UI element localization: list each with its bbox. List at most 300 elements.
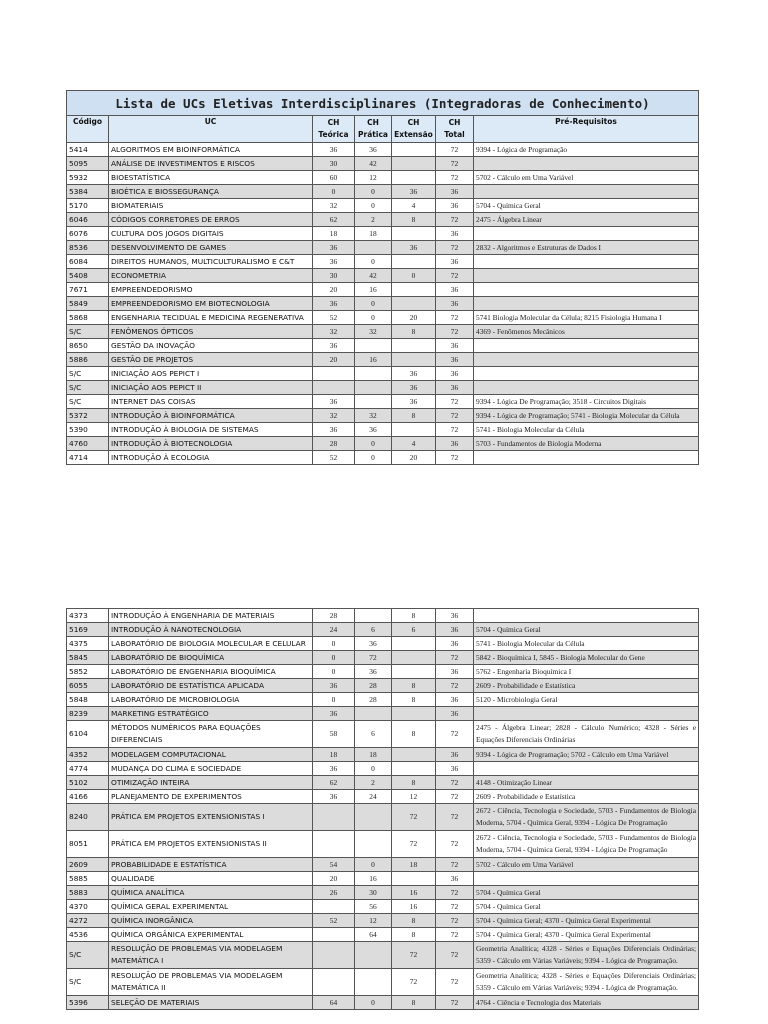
cell-ch-total: 36: [436, 762, 474, 776]
electives-table-page-2: [66, 608, 699, 1010]
cell-ch-teorica: 36: [313, 297, 355, 311]
cell-code: 7671: [67, 283, 109, 297]
cell-uc: QUÍMICA GERAL EXPERIMENTAL: [109, 900, 313, 914]
cell-uc: ALGORITMOS EM BIOINFORMÁTICA: [109, 143, 313, 157]
cell-prereq: 2832 - Algoritmos e Estruturas de Dados I: [474, 241, 699, 255]
cell-ch-extensao: 8: [392, 409, 436, 423]
header-uc: UC: [109, 116, 313, 143]
cell-code: 5396: [67, 996, 109, 1010]
cell-code: 8239: [67, 707, 109, 721]
cell-ch-teorica: 20: [313, 283, 355, 297]
header-ch-pratica: CH Prática: [355, 116, 392, 143]
cell-code: S/C: [67, 381, 109, 395]
cell-ch-teorica: 36: [313, 255, 355, 269]
cell-ch-total: 36: [436, 339, 474, 353]
cell-ch-total: 72: [436, 409, 474, 423]
table-row: [67, 872, 699, 886]
cell-prereq: 4764 - Ciência e Tecnologia dos Materiais: [474, 996, 699, 1010]
cell-ch-pratica: 6: [355, 623, 392, 637]
cell-uc: LABORATÓRIO DE MICROBIOLOGIA: [109, 693, 313, 707]
table-row: [67, 199, 699, 213]
cell-ch-total: 72: [436, 886, 474, 900]
table-row: [67, 143, 699, 157]
cell-uc: DIREITOS HUMANOS, MULTICULTURALISMO E C&T: [109, 255, 313, 269]
cell-code: 5852: [67, 665, 109, 679]
cell-ch-total: 36: [436, 283, 474, 297]
cell-uc: MÉTODOS NUMÉRICOS PARA EQUAÇÕES DIFERENCIAIS: [109, 721, 313, 748]
cell-ch-extensao: 8: [392, 679, 436, 693]
cell-ch-teorica: [313, 367, 355, 381]
cell-uc: INTRODUÇÃO À BIOINFORMÁTICA: [109, 409, 313, 423]
table-row: [67, 255, 699, 269]
cell-ch-extensao: 36: [392, 185, 436, 199]
cell-ch-pratica: 16: [355, 283, 392, 297]
cell-prereq: [474, 451, 699, 465]
cell-ch-total: 36: [436, 623, 474, 637]
table-row: [67, 185, 699, 199]
cell-prereq: 5741 Biologia Molecular da Célula; 8215 Fisiologia Humana I: [474, 311, 699, 325]
cell-ch-extensao: [392, 353, 436, 367]
cell-code: 5845: [67, 651, 109, 665]
cell-ch-teorica: 36: [313, 762, 355, 776]
table-row: [67, 451, 699, 465]
cell-code: 4760: [67, 437, 109, 451]
cell-ch-pratica: 0: [355, 185, 392, 199]
cell-ch-pratica: [355, 367, 392, 381]
cell-ch-total: 36: [436, 609, 474, 623]
cell-ch-extensao: 8: [392, 609, 436, 623]
cell-code: 5390: [67, 423, 109, 437]
cell-ch-total: 36: [436, 199, 474, 213]
table-row: [67, 679, 699, 693]
cell-ch-pratica: 28: [355, 693, 392, 707]
cell-ch-pratica: 30: [355, 886, 392, 900]
cell-uc: LABORATÓRIO DE BIOLOGIA MOLECULAR E CELULAR: [109, 637, 313, 651]
cell-prereq: 5704 - Química Geral: [474, 199, 699, 213]
cell-ch-teorica: 28: [313, 437, 355, 451]
cell-code: 5932: [67, 171, 109, 185]
cell-prereq: 9394 - Lógica de Programação; 5741 - Biologia Molecular da Célula: [474, 409, 699, 423]
cell-uc: BIOESTATÍSTICA: [109, 171, 313, 185]
cell-uc: MARKETING ESTRATÉGICO: [109, 707, 313, 721]
cell-ch-total: 72: [436, 423, 474, 437]
cell-uc: CÓDIGOS CORRETORES DE ERROS: [109, 213, 313, 227]
cell-prereq: 5842 - Bioquímica I, 5845 - Biologia Molecular do Gene: [474, 651, 699, 665]
cell-ch-total: 36: [436, 748, 474, 762]
cell-prereq: [474, 297, 699, 311]
cell-ch-pratica: 0: [355, 255, 392, 269]
cell-prereq: 4369 - Fenômenos Mecânicos: [474, 325, 699, 339]
cell-ch-extensao: 36: [392, 241, 436, 255]
cell-ch-total: 72: [436, 914, 474, 928]
cell-ch-total: 72: [436, 969, 474, 996]
cell-uc: EMPREENDEDORISMO: [109, 283, 313, 297]
cell-code: 6084: [67, 255, 109, 269]
cell-ch-teorica: 62: [313, 776, 355, 790]
cell-prereq: [474, 381, 699, 395]
cell-ch-pratica: 2: [355, 213, 392, 227]
cell-uc: LABORATÓRIO DE BIOQUÍMICA: [109, 651, 313, 665]
table-row: [67, 339, 699, 353]
cell-ch-total: 72: [436, 311, 474, 325]
table-row: [67, 858, 699, 872]
cell-ch-teorica: 28: [313, 609, 355, 623]
table-row: [67, 928, 699, 942]
cell-ch-teorica: 20: [313, 353, 355, 367]
cell-uc: GESTÃO DA INOVAÇÃO: [109, 339, 313, 353]
cell-uc: DESENVOLVIMENTO DE GAMES: [109, 241, 313, 255]
cell-code: 5384: [67, 185, 109, 199]
cell-ch-pratica: [355, 241, 392, 255]
cell-ch-teorica: [313, 804, 355, 831]
cell-ch-total: 72: [436, 804, 474, 831]
cell-ch-extensao: 36: [392, 367, 436, 381]
cell-ch-total: 72: [436, 790, 474, 804]
cell-ch-total: 72: [436, 451, 474, 465]
cell-code: 6046: [67, 213, 109, 227]
cell-prereq: [474, 185, 699, 199]
cell-code: 4375: [67, 637, 109, 651]
table-row: [67, 707, 699, 721]
cell-ch-total: 36: [436, 693, 474, 707]
cell-ch-pratica: 56: [355, 900, 392, 914]
cell-prereq: 2609 - Probabilidade e Estatística: [474, 790, 699, 804]
cell-uc: ENGENHARIA TECIDUAL E MEDICINA REGENERATIVA: [109, 311, 313, 325]
cell-ch-total: 72: [436, 269, 474, 283]
cell-code: S/C: [67, 969, 109, 996]
cell-ch-teorica: 58: [313, 721, 355, 748]
cell-ch-pratica: [355, 381, 392, 395]
cell-ch-teorica: 18: [313, 227, 355, 241]
cell-ch-extensao: 8: [392, 914, 436, 928]
cell-code: 5883: [67, 886, 109, 900]
cell-code: 6104: [67, 721, 109, 748]
cell-code: S/C: [67, 942, 109, 969]
cell-code: S/C: [67, 395, 109, 409]
cell-prereq: 5741 - Biologia Molecular da Célula: [474, 423, 699, 437]
table-body-page-1: [67, 143, 699, 465]
cell-ch-extensao: 8: [392, 928, 436, 942]
cell-prereq: 2609 - Probabilidade e Estatística: [474, 679, 699, 693]
cell-prereq: [474, 872, 699, 886]
cell-ch-total: 36: [436, 353, 474, 367]
cell-uc: QUÍMICA ANALÍTICA: [109, 886, 313, 900]
table-row: [67, 651, 699, 665]
cell-ch-pratica: 64: [355, 928, 392, 942]
cell-prereq: 5120 - Microbiologia Geral: [474, 693, 699, 707]
table-row: [67, 721, 699, 748]
cell-uc: QUALIDADE: [109, 872, 313, 886]
cell-ch-pratica: 0: [355, 996, 392, 1010]
cell-uc: PRÁTICA EM PROJETOS EXTENSIONISTAS I: [109, 804, 313, 831]
cell-uc: BIOÉTICA E BIOSSEGURANÇA: [109, 185, 313, 199]
header-row: [67, 116, 699, 143]
cell-ch-extensao: 72: [392, 804, 436, 831]
cell-ch-teorica: [313, 900, 355, 914]
cell-ch-teorica: 30: [313, 157, 355, 171]
cell-ch-teorica: 18: [313, 748, 355, 762]
table-row: [67, 996, 699, 1010]
table-row: [67, 381, 699, 395]
cell-ch-pratica: 32: [355, 325, 392, 339]
cell-ch-teorica: 36: [313, 790, 355, 804]
cell-ch-extensao: [392, 171, 436, 185]
table-row: [67, 900, 699, 914]
cell-code: 4536: [67, 928, 109, 942]
cell-ch-teorica: 36: [313, 339, 355, 353]
cell-ch-total: 72: [436, 942, 474, 969]
cell-code: 4373: [67, 609, 109, 623]
cell-prereq: 5704 - Química Geral; 4370 - Química Geral Experimental: [474, 914, 699, 928]
cell-code: 8240: [67, 804, 109, 831]
cell-ch-extensao: 20: [392, 311, 436, 325]
cell-ch-extensao: [392, 297, 436, 311]
cell-ch-teorica: 0: [313, 693, 355, 707]
cell-prereq: [474, 353, 699, 367]
cell-ch-extensao: 72: [392, 831, 436, 858]
cell-ch-total: 36: [436, 437, 474, 451]
cell-code: 4272: [67, 914, 109, 928]
header-code: Código: [67, 116, 109, 143]
cell-prereq: Geometria Analítica; 4328 - Séries e Equações Diferenciais Ordinárias; 5359 - Cálculo em Várias Variáveis; 9394 - Lógica de Programação.: [474, 942, 699, 969]
cell-ch-extensao: [392, 707, 436, 721]
cell-ch-teorica: 36: [313, 395, 355, 409]
cell-ch-total: 36: [436, 637, 474, 651]
cell-ch-total: 72: [436, 213, 474, 227]
cell-ch-pratica: 36: [355, 143, 392, 157]
cell-ch-extensao: [392, 283, 436, 297]
cell-prereq: [474, 283, 699, 297]
cell-ch-total: 72: [436, 143, 474, 157]
cell-ch-extensao: 4: [392, 199, 436, 213]
cell-ch-total: 72: [436, 831, 474, 858]
cell-ch-teorica: 64: [313, 996, 355, 1010]
cell-uc: FENÔMENOS ÓPTICOS: [109, 325, 313, 339]
cell-ch-pratica: 18: [355, 227, 392, 241]
cell-ch-pratica: 0: [355, 762, 392, 776]
cell-ch-pratica: 0: [355, 437, 392, 451]
table-row: [67, 609, 699, 623]
cell-prereq: 5704 - Química Geral; 4370 - Química Geral Experimental: [474, 928, 699, 942]
table-row: [67, 693, 699, 707]
cell-ch-extensao: 36: [392, 381, 436, 395]
table-row: [67, 942, 699, 969]
cell-code: 5372: [67, 409, 109, 423]
cell-ch-total: 72: [436, 928, 474, 942]
cell-ch-total: 72: [436, 171, 474, 185]
cell-ch-pratica: 32: [355, 409, 392, 423]
cell-ch-pratica: [355, 707, 392, 721]
cell-prereq: 4148 - Otimização Linear: [474, 776, 699, 790]
table-row: [67, 914, 699, 928]
cell-uc: INTRODUÇÃO À BIOTECNOLOGIA: [109, 437, 313, 451]
table-row: [67, 171, 699, 185]
table-title: Lista de UCs Eletivas Interdisciplinares (Integradoras de Conhecimento): [67, 91, 699, 116]
cell-ch-total: 72: [436, 679, 474, 693]
cell-ch-pratica: 0: [355, 199, 392, 213]
cell-uc: PRÁTICA EM PROJETOS EXTENSIONISTAS II: [109, 831, 313, 858]
cell-prereq: 5704 - Química Geral: [474, 623, 699, 637]
cell-code: 6055: [67, 679, 109, 693]
cell-code: S/C: [67, 367, 109, 381]
cell-ch-extensao: 18: [392, 858, 436, 872]
cell-ch-teorica: 36: [313, 241, 355, 255]
cell-ch-extensao: 72: [392, 942, 436, 969]
cell-ch-total: 36: [436, 381, 474, 395]
table-row: [67, 886, 699, 900]
table-row: [67, 157, 699, 171]
cell-ch-teorica: 32: [313, 409, 355, 423]
cell-ch-extensao: 72: [392, 969, 436, 996]
cell-ch-teorica: 0: [313, 185, 355, 199]
cell-ch-extensao: [392, 651, 436, 665]
cell-code: 5885: [67, 872, 109, 886]
table-row: [67, 395, 699, 409]
table-row: [67, 241, 699, 255]
cell-uc: ECONOMETRIA: [109, 269, 313, 283]
cell-prereq: 5702 - Cálculo em Uma Variável: [474, 171, 699, 185]
table-row: [67, 227, 699, 241]
cell-ch-total: 72: [436, 651, 474, 665]
cell-ch-teorica: 0: [313, 637, 355, 651]
cell-ch-teorica: 52: [313, 914, 355, 928]
cell-ch-extensao: [392, 423, 436, 437]
cell-ch-pratica: 0: [355, 858, 392, 872]
table-row: [67, 213, 699, 227]
cell-ch-teorica: 52: [313, 311, 355, 325]
cell-prereq: [474, 707, 699, 721]
cell-ch-total: 72: [436, 996, 474, 1010]
cell-ch-pratica: 36: [355, 637, 392, 651]
cell-prereq: Geometria Analítica; 4328 - Séries e Equações Diferenciais Ordinárias; 5359 - Cálculo em Várias Variáveis; 9394 - Lógica de Programação.: [474, 969, 699, 996]
cell-ch-pratica: [355, 395, 392, 409]
cell-prereq: [474, 339, 699, 353]
cell-prereq: 2475 - Álgebra Linear; 2828 - Cálculo Numérico; 4328 - Séries e Equações Diferenciais Ordinárias: [474, 721, 699, 748]
cell-code: 4714: [67, 451, 109, 465]
cell-uc: RESOLUÇÃO DE PROBLEMAS VIA MODELAGEM MATEMÁTICA I: [109, 942, 313, 969]
cell-uc: BIOMATERIAIS: [109, 199, 313, 213]
cell-ch-extensao: [392, 339, 436, 353]
cell-code: 8650: [67, 339, 109, 353]
table-row: [67, 748, 699, 762]
table-row: [67, 623, 699, 637]
cell-ch-teorica: [313, 928, 355, 942]
cell-uc: INTRODUÇÃO À BIOLOGIA DE SISTEMAS: [109, 423, 313, 437]
cell-ch-total: 36: [436, 255, 474, 269]
table-row: [67, 297, 699, 311]
cell-ch-extensao: 16: [392, 900, 436, 914]
cell-ch-teorica: [313, 831, 355, 858]
cell-ch-teorica: 52: [313, 451, 355, 465]
cell-ch-extensao: 16: [392, 886, 436, 900]
cell-uc: GESTÃO DE PROJETOS: [109, 353, 313, 367]
cell-ch-pratica: 16: [355, 872, 392, 886]
cell-ch-total: 72: [436, 721, 474, 748]
cell-prereq: 5741 - Biologia Molecular da Célula: [474, 637, 699, 651]
cell-ch-pratica: [355, 804, 392, 831]
cell-uc: LABORATÓRIO DE ESTATÍSTICA APLICADA: [109, 679, 313, 693]
cell-ch-teorica: [313, 942, 355, 969]
cell-ch-pratica: 36: [355, 423, 392, 437]
cell-prereq: 2672 - Ciência, Tecnologia e Sociedade, 5703 - Fundamentos de Biologia Moderna, 5704 - Química Geral, 9394 - Lógica De Programação: [474, 831, 699, 858]
cell-ch-teorica: 54: [313, 858, 355, 872]
cell-ch-teorica: 60: [313, 171, 355, 185]
cell-ch-total: 36: [436, 872, 474, 886]
cell-prereq: [474, 609, 699, 623]
cell-uc: MUDANÇA DO CLIMA E SOCIEDADE: [109, 762, 313, 776]
header-ch-extensao: CH Extensão: [392, 116, 436, 143]
cell-ch-teorica: [313, 969, 355, 996]
cell-prereq: [474, 762, 699, 776]
cell-code: S/C: [67, 325, 109, 339]
cell-ch-extensao: [392, 762, 436, 776]
table-row: [67, 311, 699, 325]
cell-ch-extensao: 6: [392, 623, 436, 637]
cell-ch-total: 72: [436, 395, 474, 409]
cell-uc: INICIAÇÃO AOS PEPICT I: [109, 367, 313, 381]
header-prereq: Pré-Requisitos: [474, 116, 699, 143]
cell-ch-teorica: 0: [313, 651, 355, 665]
table-row: [67, 831, 699, 858]
cell-ch-teorica: 26: [313, 886, 355, 900]
cell-ch-extensao: 8: [392, 721, 436, 748]
table-row: [67, 804, 699, 831]
cell-ch-total: 36: [436, 707, 474, 721]
cell-uc: QUÍMICA INORGÂNICA: [109, 914, 313, 928]
cell-prereq: 9394 - Lógica de Programação; 5702 - Cálculo em Uma Variável: [474, 748, 699, 762]
cell-prereq: 2475 - Álgebra Linear: [474, 213, 699, 227]
cell-ch-extensao: 8: [392, 213, 436, 227]
cell-prereq: 5703 - Fundamentos de Biologia Moderna: [474, 437, 699, 451]
cell-code: 5849: [67, 297, 109, 311]
cell-ch-extensao: [392, 157, 436, 171]
table-row: [67, 437, 699, 451]
cell-uc: PROBABILIDADE E ESTATÍSTICA: [109, 858, 313, 872]
cell-ch-pratica: 0: [355, 311, 392, 325]
cell-ch-total: 36: [436, 227, 474, 241]
cell-ch-pratica: 2: [355, 776, 392, 790]
cell-ch-teorica: 36: [313, 143, 355, 157]
cell-ch-pratica: 42: [355, 157, 392, 171]
cell-code: 5868: [67, 311, 109, 325]
cell-code: 8051: [67, 831, 109, 858]
cell-ch-pratica: 28: [355, 679, 392, 693]
cell-code: 4370: [67, 900, 109, 914]
cell-ch-teorica: 32: [313, 325, 355, 339]
table-row: [67, 423, 699, 437]
cell-code: 4774: [67, 762, 109, 776]
cell-ch-teorica: [313, 381, 355, 395]
cell-ch-extensao: 8: [392, 776, 436, 790]
cell-uc: INTRODUÇÃO À ECOLOGIA: [109, 451, 313, 465]
cell-ch-pratica: 12: [355, 914, 392, 928]
cell-ch-teorica: 32: [313, 199, 355, 213]
cell-ch-teorica: 30: [313, 269, 355, 283]
table-row: [67, 325, 699, 339]
cell-prereq: [474, 255, 699, 269]
table-row: [67, 637, 699, 651]
cell-ch-pratica: [355, 969, 392, 996]
cell-ch-pratica: [355, 339, 392, 353]
cell-ch-teorica: 62: [313, 213, 355, 227]
cell-uc: PLANEJAMENTO DE EXPERIMENTOS: [109, 790, 313, 804]
electives-table-page-1: [66, 90, 699, 465]
table-row: [67, 269, 699, 283]
table-row: [67, 353, 699, 367]
table-row: [67, 969, 699, 996]
cell-uc: SELEÇÃO DE MATERIAIS: [109, 996, 313, 1010]
cell-ch-extensao: 8: [392, 325, 436, 339]
